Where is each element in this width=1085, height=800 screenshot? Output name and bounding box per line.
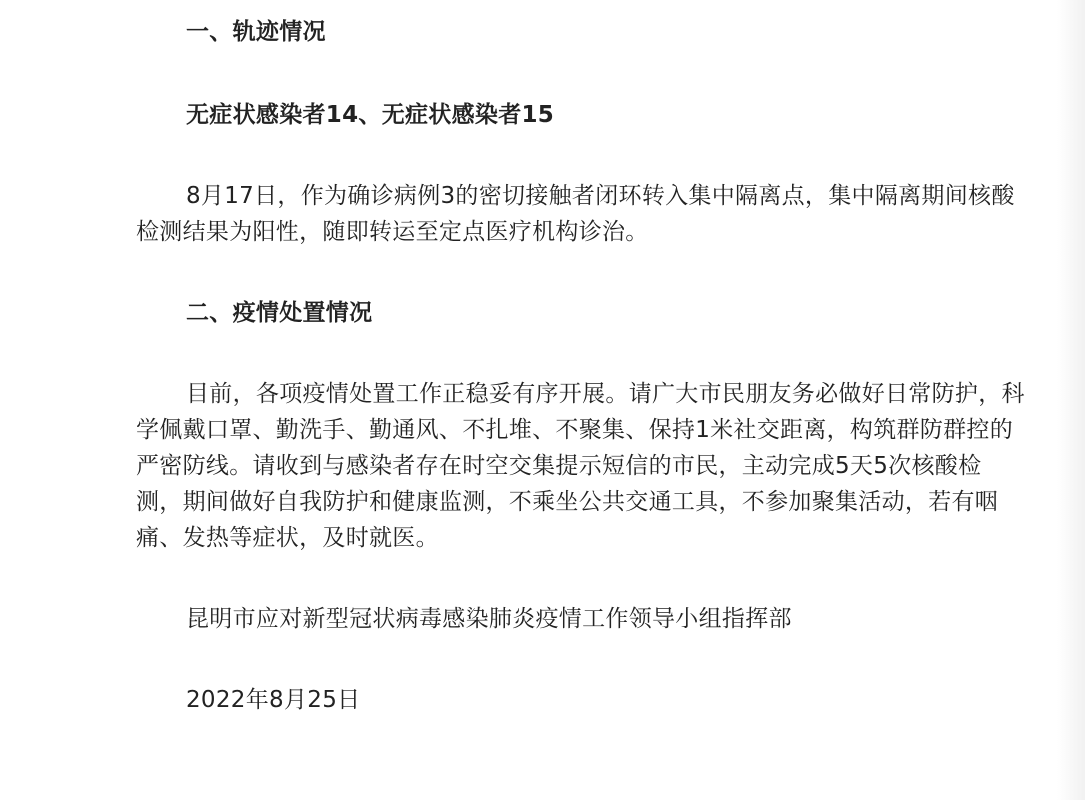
publish-date: 2022年8月25日 [186, 687, 361, 713]
cases-heading: 无症状感染者14、无症状感染者15 [186, 102, 555, 128]
article-body [136, 14, 1026, 718]
measures-paragraph: 目前，各项疫情处置工作正稳妥有序开展。请广大市民朋友务必做好日常防护，科学佩戴口罩、勤洗手、勤通风、不扎堆、不聚集、保持1米社交距离，构筑群防群控的严密防线。请收到与感染者存在时空交集提示短信的市民，主动完成5天5次核酸检测，期间做好自我防护和健康监测，不乘坐公共交通工具，不参加聚集活动，若有咽痛、发热等症状，及时就医。 [136, 381, 1025, 551]
issuer-line: 昆明市应对新型冠状病毒感染肺炎疫情工作领导小组指挥部 [186, 606, 792, 632]
section-heading-response: 二、疫情处置情况 [186, 300, 373, 326]
page-edge-shadow [1057, 0, 1085, 800]
section-heading-trajectory: 一、轨迹情况 [186, 19, 326, 45]
cases-paragraph: 8月17日，作为确诊病例3的密切接触者闭环转入集中隔离点，集中隔离期间核酸检测结果为阳性，随即转运至定点医疗机构诊治。 [136, 183, 1015, 245]
